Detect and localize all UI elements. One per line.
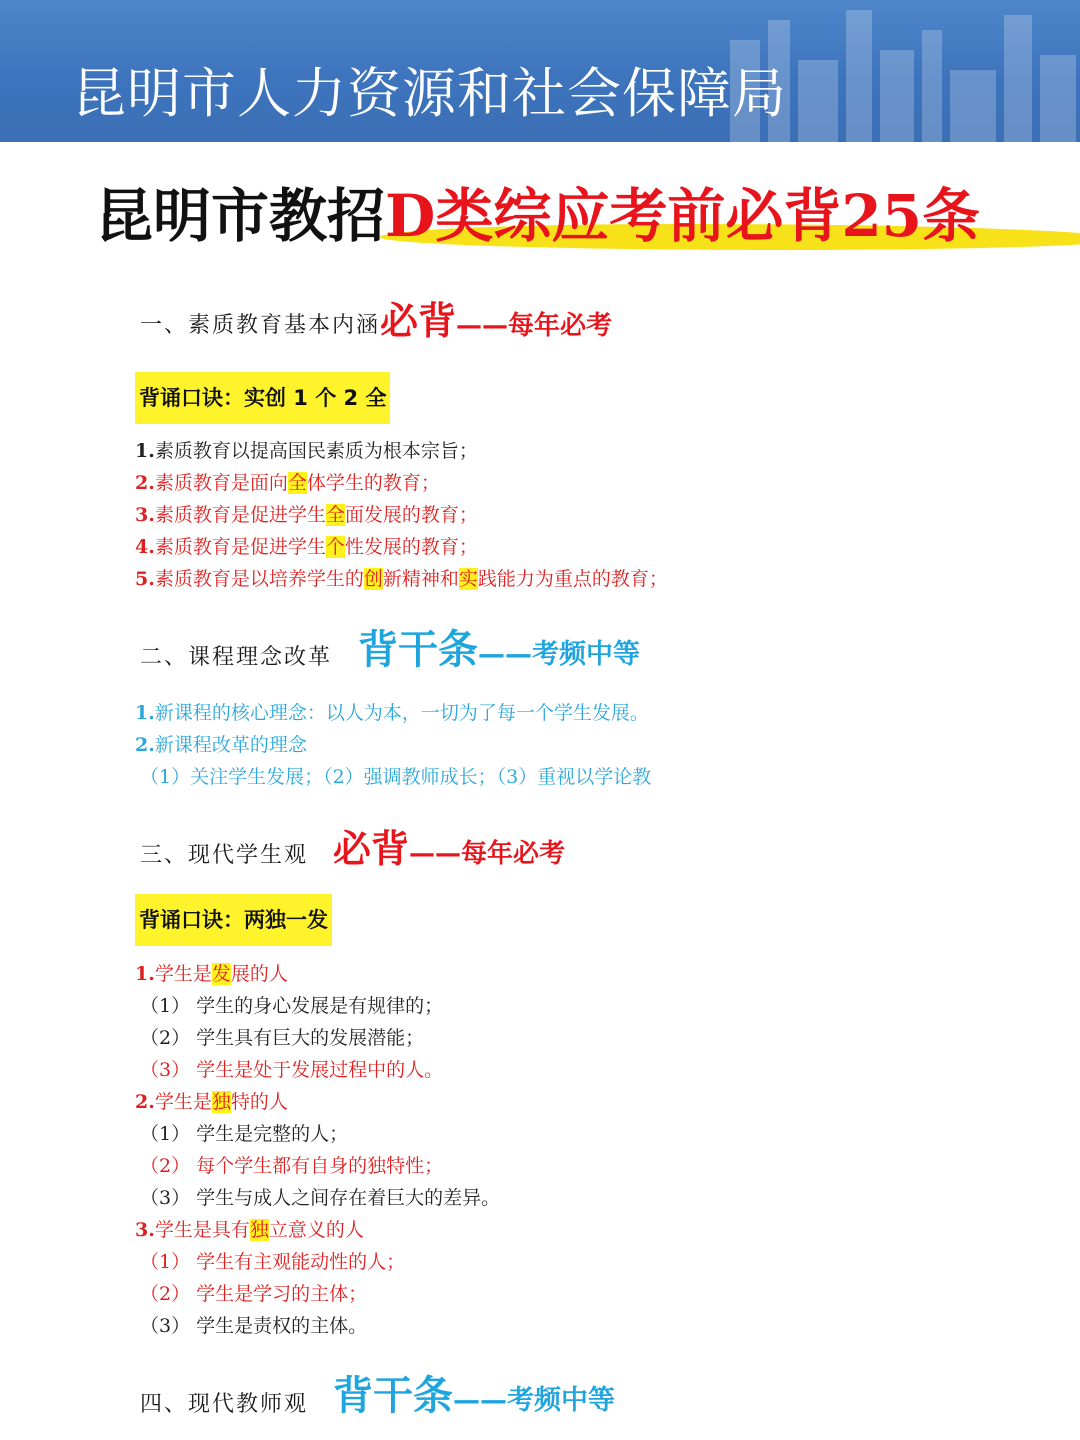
list-item-text: 面发展的教育；	[344, 504, 478, 526]
list-item: （2） 每个学生都有自身的独特性；	[140, 1155, 444, 1177]
page-title-red: D类综应考前必背25条	[385, 182, 981, 250]
list-item-text: 新课程的核心理念：以人为本，一切为了每一个学生发展。	[154, 702, 649, 724]
list-item-number: 2.	[135, 734, 155, 756]
list-item-text: 素质教育是面向	[154, 472, 288, 494]
list-item	[135, 731, 307, 759]
list-item: （1） 学生的身心发展是有规律的；	[140, 995, 444, 1017]
list-item: （3） 学生与成人之间存在着巨大的差异。	[140, 1187, 501, 1209]
section-4-tag-suffix: ——考频中等	[453, 1385, 615, 1416]
list-item-number: 5.	[135, 568, 155, 590]
list-item-text: 践能力为重点的教育；	[477, 568, 668, 590]
list-item	[135, 533, 478, 561]
list-item-text: 新课程改革的理念	[154, 734, 307, 756]
section-4-tag	[333, 1370, 615, 1427]
list-item	[135, 699, 649, 727]
list-item-text: 特的人	[230, 1091, 288, 1113]
list-item-text: 素质教育是以培养学生的	[154, 568, 364, 590]
list-item-text: 体学生的教育；	[306, 472, 440, 494]
list-item-text: （1）关注学生发展；（2）强调教师成长；（3）重视以学论教	[140, 766, 652, 788]
highlighted-char: 独	[249, 1219, 269, 1241]
list-item	[135, 437, 478, 465]
section-1-tag-suffix: ——每年必考	[456, 311, 613, 341]
section-2-tag	[358, 624, 640, 681]
page-title	[95, 180, 980, 256]
list-item	[135, 565, 668, 593]
list-item	[135, 960, 288, 988]
list-item-number: 1.	[135, 440, 155, 462]
highlighted-char: 个	[325, 536, 345, 558]
list-item-number: 4.	[135, 536, 155, 558]
list-item-text: 素质教育是促进学生	[154, 504, 326, 526]
section-2-tag-main: 背干条	[358, 627, 478, 673]
list-item-text: 学生是	[154, 963, 212, 985]
list-item-number: 3.	[135, 504, 155, 526]
list-item-number: 1.	[135, 963, 155, 985]
page-title-black: 昆明市教招	[95, 182, 386, 250]
list-item: （3） 学生是处于发展过程中的人。	[140, 1059, 444, 1081]
section-2-tag-suffix: ——考频中等	[478, 639, 640, 670]
highlighted-char: 创	[363, 568, 383, 590]
list-item	[135, 469, 440, 497]
list-item-text: 性发展的教育；	[344, 536, 478, 558]
list-item	[135, 1088, 288, 1116]
section-1-heading: 一、素质教育基本内涵	[140, 313, 381, 338]
list-item-text: 素质教育以提高国民素质为根本宗旨；	[154, 440, 478, 462]
section-3-heading: 三、现代学生观	[140, 843, 309, 868]
list-item-number: 2.	[135, 472, 155, 494]
section-1-tag-main: 必背	[380, 299, 457, 343]
highlighted-char: 全	[325, 504, 345, 526]
list-item: （2） 学生具有巨大的发展潜能；	[140, 1027, 425, 1049]
list-item: （3） 学生是责权的主体。	[140, 1315, 368, 1337]
list-item: （1） 学生是完整的人；	[140, 1123, 349, 1145]
highlighted-char: 实	[458, 568, 478, 590]
header-banner	[0, 0, 1080, 142]
list-item-text: 新精神和	[382, 568, 459, 590]
highlighted-char: 独	[211, 1091, 231, 1113]
list-item	[135, 1216, 364, 1244]
list-item-text: 学生是	[154, 1091, 212, 1113]
list-item-text: 学生是具有	[154, 1219, 250, 1241]
banner-title: 昆明市人力资源和社会保障局	[72, 62, 787, 125]
list-item-number: 1.	[135, 702, 155, 724]
section-3-mnemonic: 背诵口诀：两独一发	[135, 894, 332, 946]
section-2-heading: 二、课程理念改革	[140, 645, 333, 670]
list-item-number: 2.	[135, 1091, 155, 1113]
list-item	[140, 763, 651, 791]
section-3-tag-main: 必背	[333, 827, 410, 871]
list-item-text: 展的人	[230, 963, 288, 985]
list-item: （1） 学生有主观能动性的人；	[140, 1251, 406, 1273]
highlighted-char: 发	[211, 963, 231, 985]
list-item-text: 素质教育是促进学生	[154, 536, 326, 558]
section-3-tag	[333, 824, 565, 879]
list-item: （2） 学生是学习的主体；	[140, 1283, 368, 1305]
section-4-heading: 四、现代教师观	[140, 1392, 309, 1417]
list-item	[135, 501, 478, 529]
list-item-number: 3.	[135, 1219, 155, 1241]
section-1-tag	[380, 296, 612, 351]
list-item-text: 立意义的人	[268, 1219, 364, 1241]
highlighted-char: 全	[287, 472, 307, 494]
section-4-tag-main: 背干条	[333, 1373, 453, 1419]
section-1-mnemonic: 背诵口诀：实创 1 个 2 全	[135, 372, 390, 424]
section-3-tag-suffix: ——每年必考	[409, 839, 566, 869]
